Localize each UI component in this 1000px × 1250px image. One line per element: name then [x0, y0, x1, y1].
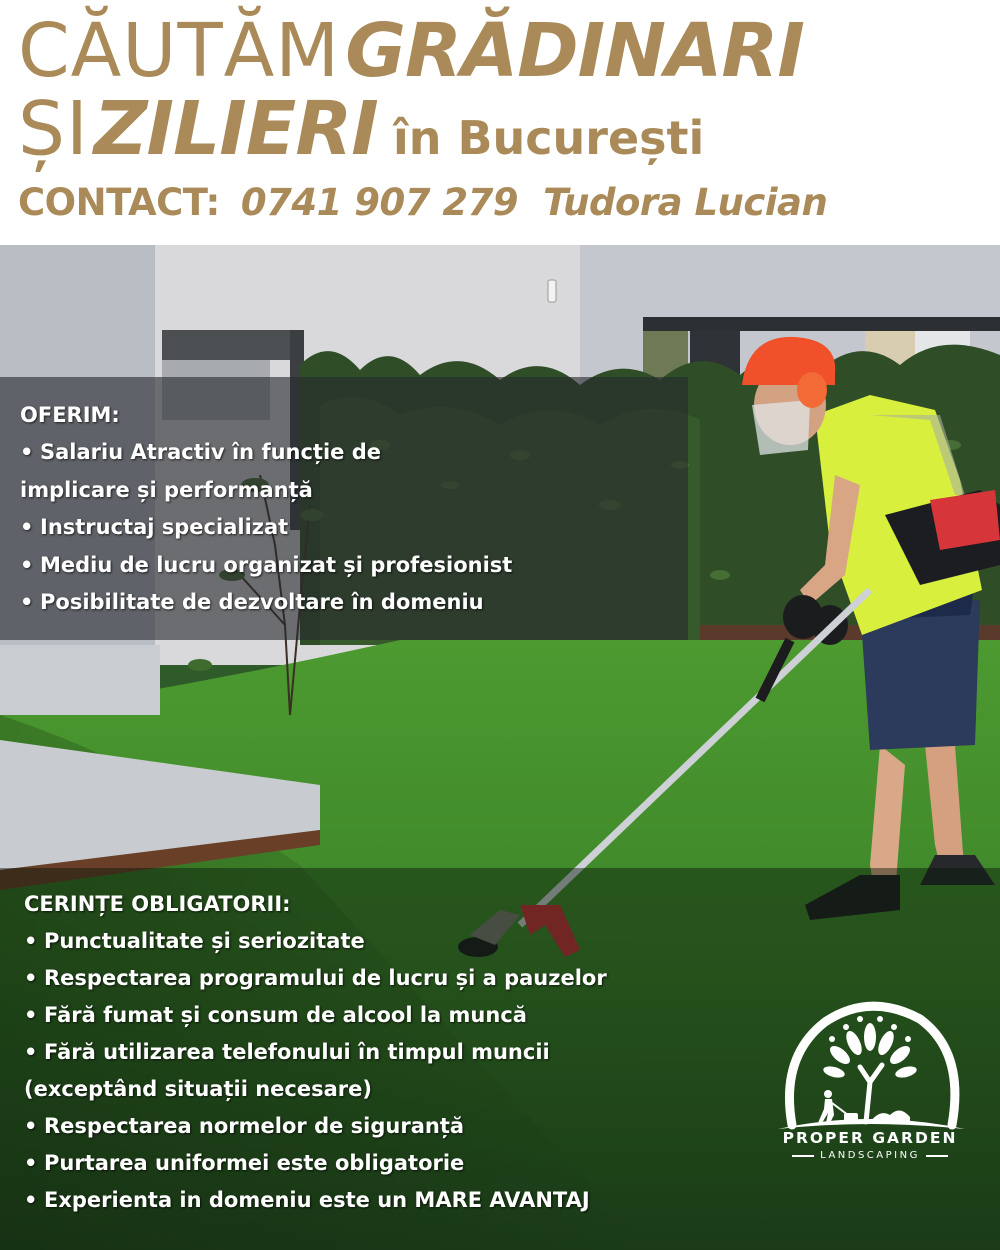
requirement-item	[24, 960, 1000, 997]
logo-subtitle: LANDSCAPING	[820, 1150, 920, 1161]
bullet-icon: •	[24, 1151, 38, 1175]
logo-divider	[792, 1155, 814, 1157]
bullet-icon: •	[20, 515, 34, 539]
contact-line	[18, 181, 828, 224]
requirement-item-text: Punctualitate și seriozitate	[44, 929, 365, 953]
requirement-item-text: (exceptând situații necesare)	[24, 1077, 372, 1101]
background-photo	[0, 245, 1000, 1250]
offer-item-text: Posibilitate de dezvoltare în domeniu	[40, 590, 484, 614]
offer-item	[20, 584, 688, 622]
offer-panel	[0, 377, 688, 640]
offer-item-text: implicare și performanță	[20, 477, 313, 502]
requirement-item-text: Respectarea normelor de siguranță	[44, 1114, 465, 1138]
headline-word-gradinari: GRĂDINARI	[345, 8, 804, 94]
tree-and-mower-icon	[770, 997, 970, 1132]
headline-word-cautam: CĂUTĂM	[18, 8, 341, 94]
requirements-title: CERINȚE OBLIGATORII:	[24, 892, 291, 916]
requirement-item-text: Experienta in domeniu este un MARE AVANTAJ	[44, 1188, 590, 1212]
contact-label: CONTACT:	[18, 181, 220, 224]
headline-city: în București	[392, 111, 705, 165]
offer-item	[20, 472, 688, 510]
requirement-item-text: Fără fumat și consum de alcool la muncă	[44, 1003, 527, 1027]
requirement-item-text: Fără utilizarea telefonului în timpul muncii	[44, 1040, 550, 1064]
bullet-icon: •	[24, 1040, 38, 1064]
bullet-icon: •	[20, 590, 34, 614]
bullet-icon: •	[24, 1188, 38, 1212]
logo-divider	[926, 1155, 948, 1157]
offer-item	[20, 509, 688, 547]
bullet-icon: •	[24, 966, 38, 990]
requirement-item	[24, 923, 1000, 960]
bullet-icon: •	[20, 440, 34, 464]
headline-line-1	[18, 8, 804, 94]
contact-phone[interactable]: 0741 907 279	[240, 181, 519, 224]
requirement-item-text: Purtarea uniformei este obligatorie	[44, 1151, 465, 1175]
offer-item-text: Mediu de lucru organizat și profesionist	[40, 552, 513, 577]
requirement-item	[24, 1182, 1000, 1219]
company-logo	[770, 997, 970, 1172]
header-banner	[0, 0, 1000, 245]
headline-word-si: ȘI	[18, 86, 89, 172]
offer-title: OFERIM:	[20, 403, 120, 427]
logo-company-name: PROPER GARDEN	[782, 1129, 958, 1147]
bullet-icon: •	[24, 929, 38, 953]
logo-subtitle-row	[770, 1150, 970, 1161]
headline-line-2	[18, 86, 705, 172]
bullet-icon: •	[24, 1003, 38, 1027]
contact-name: Tudora Lucian	[543, 181, 828, 224]
headline-word-zilieri: ZILIERI	[93, 86, 378, 172]
bullet-icon: •	[20, 552, 34, 577]
requirement-item-text: Respectarea programului de lucru și a pauzelor	[44, 966, 607, 990]
bullet-icon: •	[24, 1114, 38, 1138]
offer-item	[20, 547, 688, 585]
offer-item-text: Salariu Atractiv în funcție de	[40, 440, 381, 464]
offer-item-text: Instructaj specializat	[40, 515, 289, 539]
offer-item	[20, 434, 688, 472]
